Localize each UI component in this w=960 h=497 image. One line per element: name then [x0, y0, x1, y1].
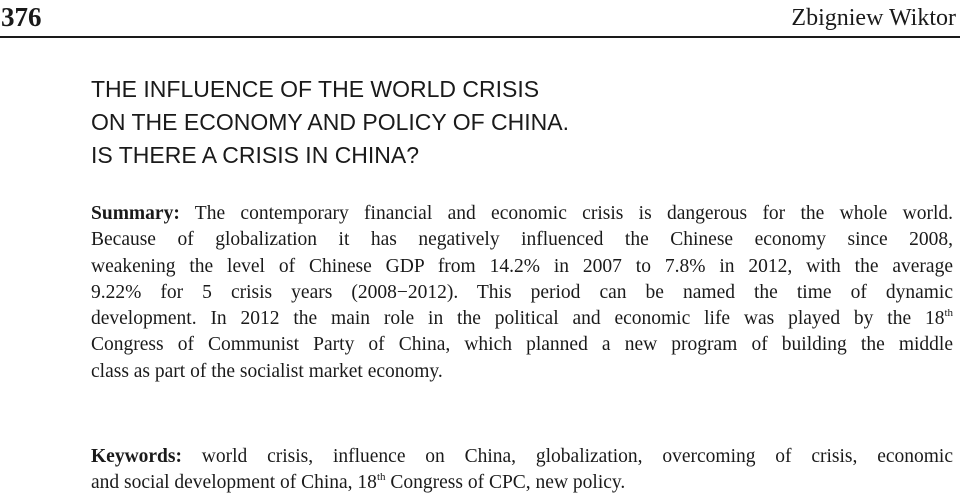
summary-line: weakening the level of Chinese GDP from 14.2% in 2007 to 7.8% in 2012, with the average	[91, 255, 953, 277]
keywords-text: and social development of China, 18	[91, 472, 377, 494]
summary-line	[91, 306, 953, 332]
keywords-label: Keywords:	[91, 446, 182, 467]
summary-line: class as part of the socialist market economy.	[91, 360, 443, 382]
summary-line: Congress of Communist Party of China, which planned a new program of building the middle	[91, 334, 953, 356]
summary-line: 9.22% for 5 crisis years (2008−2012). This period can be named the time of dynamic	[91, 281, 953, 303]
header-rule	[0, 36, 960, 38]
summary-paragraph	[91, 201, 953, 385]
page-header	[0, 0, 960, 38]
title-line: IS THERE A CRISIS IN CHINA?	[91, 142, 420, 168]
summary-text: The contemporary financial and economic crisis is dangerous for the whole world.	[179, 203, 953, 224]
keywords-line	[91, 444, 953, 470]
keywords-text: Congress of CPC, new policy.	[385, 472, 626, 494]
keywords-paragraph	[91, 444, 953, 497]
page-number: 376	[1, 2, 42, 32]
ordinal-suffix: th	[944, 307, 953, 320]
ordinal-suffix: th	[376, 471, 386, 484]
title-line: ON THE ECONOMY AND POLICY OF CHINA.	[91, 109, 569, 135]
title-line: THE INFLUENCE OF THE WORLD CRISIS	[91, 76, 540, 102]
summary-line	[91, 201, 953, 227]
summary-line: Because of globalization it has negatively influenced the Chinese economy since 2008,	[91, 229, 953, 251]
keywords-text: world crisis, influence on China, globalization, overcoming of crisis, economic	[182, 446, 953, 467]
summary-text: development. In 2012 the main role in the political and economic life was played by the 18	[91, 308, 945, 330]
summary-label: Summary:	[91, 203, 180, 224]
article-title	[91, 73, 951, 172]
keywords-line	[91, 470, 953, 496]
running-head-author: Zbigniew Wiktor	[791, 5, 956, 31]
